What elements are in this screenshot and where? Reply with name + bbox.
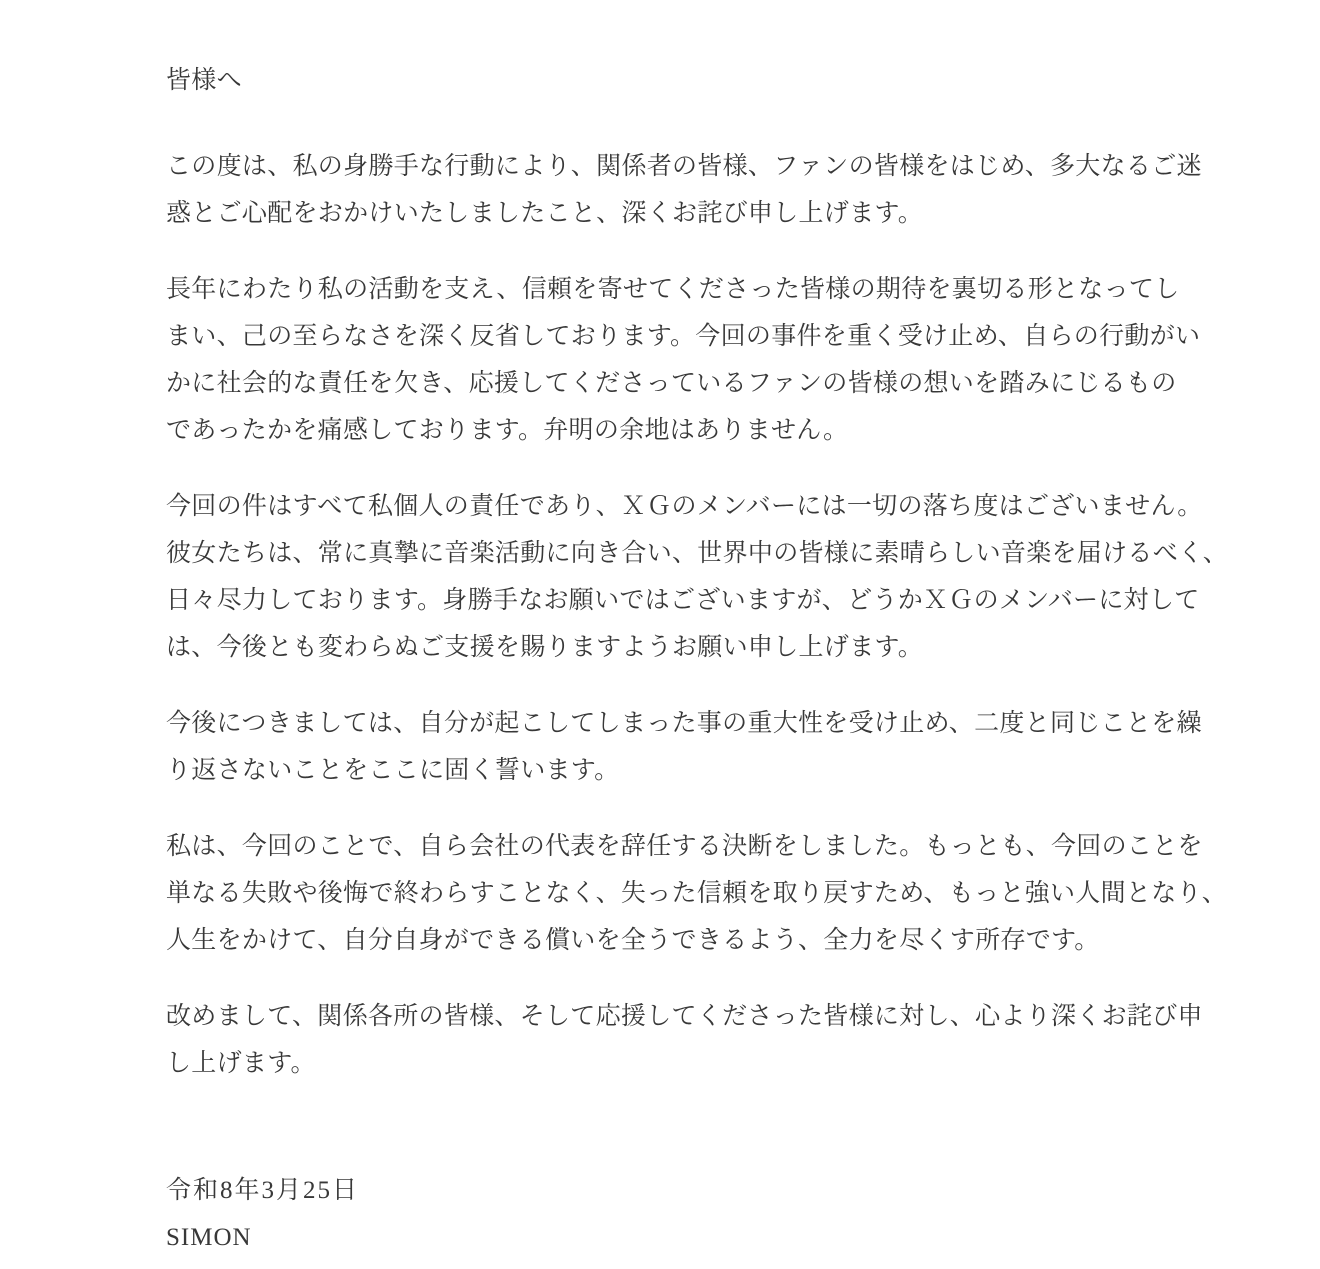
paragraph-line: 惑とご心配をおかけいたしましたこと、深くお詫び申し上げます。 <box>166 200 924 227</box>
letter-date: 令和8年3月25日 <box>166 1177 360 1204</box>
letter-paragraph <box>166 823 1228 964</box>
letter-paragraph <box>166 700 1202 794</box>
paragraph-line: かに社会的な責任を欠き、応援してくださっているファンの皆様の想いを踏みにじるもの <box>166 370 1177 397</box>
paragraph-line: 単なる失敗や後悔で終わらすことなく、失った信頼を取り戻すため、もっと強い人間となり、 <box>166 880 1228 907</box>
paragraph-line: は、今後とも変わらぬご支援を賜りますようお願い申し上げます。 <box>166 634 924 661</box>
letter-salutation: 皆様へ <box>166 67 242 94</box>
paragraph-line: し上げます。 <box>166 1050 316 1077</box>
paragraph-line: 今後につきましては、自分が起こしてしまった事の重大性を受け止め、二度と同じことを繰 <box>166 710 1202 737</box>
letter-paragraph <box>166 483 1229 671</box>
paragraph-line: 長年にわたり私の活動を支え、信頼を寄せてくださった皆様の期待を裏切る形となってし <box>166 276 1180 303</box>
paragraph-line: であったかを痛感しております。弁明の余地はありません。 <box>166 417 849 444</box>
paragraph-line: 今回の件はすべて私個人の責任であり、ＸＧのメンバーには一切の落ち度はございません。 <box>166 493 1203 520</box>
paragraph-line: 人生をかけて、自分自身ができる償いを全うできるよう、全力を尽くす所存です。 <box>166 927 1100 954</box>
letter-body <box>166 143 1229 1087</box>
paragraph-line: 彼女たちは、常に真摯に音楽活動に向き合い、世界中の皆様に素晴らしい音楽を届けるべく、 <box>166 540 1229 567</box>
paragraph-line: 私は、今回のことで、自ら会社の代表を辞任する決断をしました。もっとも、今回のことを <box>166 833 1203 860</box>
letter-signature: SIMON <box>166 1224 252 1251</box>
letter-paragraph <box>166 993 1203 1087</box>
letter-paragraph <box>166 143 1202 237</box>
paragraph-line: まい、己の至らなさを深く反省しております。今回の事件を重く受け止め、自らの行動がい <box>166 323 1201 350</box>
paragraph-line: 改めまして、関係各所の皆様、そして応援してくださった皆様に対し、心より深くお詫び申 <box>166 1003 1203 1030</box>
paragraph-line: 日々尽力しております。身勝手なお願いではございますが、どうかＸＧのメンバーに対して <box>166 587 1200 614</box>
letter-paragraph <box>166 266 1201 454</box>
paragraph-line: り返さないことをここに固く誓います。 <box>166 757 620 784</box>
paragraph-line: この度は、私の身勝手な行動により、関係者の皆様、ファンの皆様をはじめ、多大なるご迷 <box>166 153 1202 180</box>
letter-date-block <box>166 1167 1190 1261</box>
